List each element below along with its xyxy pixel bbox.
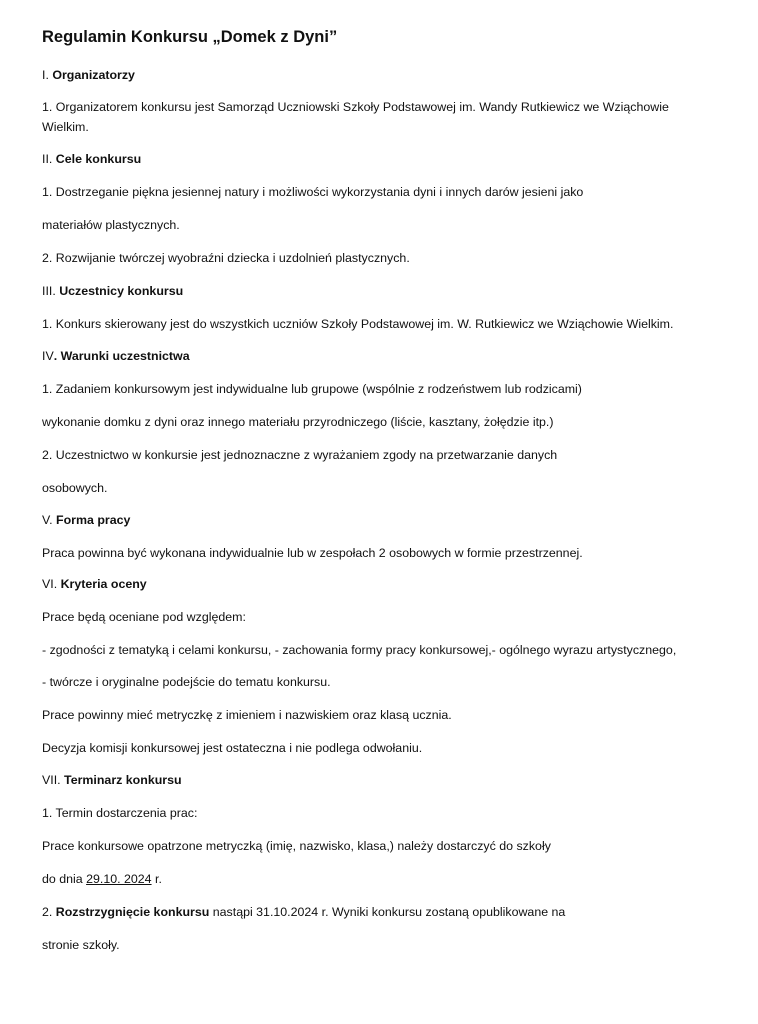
paragraph-line: Prace powinny mieć metryczkę z imieniem i nazwiskiem oraz klasą ucznia. [42, 708, 452, 722]
paragraph-line [42, 869, 162, 889]
paragraph-line: Prace będą oceniane pod względem: [42, 610, 246, 624]
paragraph-line: 1. Organizatorem konkursu jest Samorząd Uczniowski Szkoły Podstawowej im. Wandy Rutkiewicz we Wziąchowie [42, 100, 669, 114]
paragraph-line: materiałów plastycznych. [42, 218, 180, 232]
section-heading [42, 770, 182, 790]
section-title: . Warunki uczestnictwa [53, 349, 190, 363]
section-number: IV [42, 349, 54, 363]
bold-phrase: Rozstrzygnięcie konkursu [55, 905, 210, 919]
paragraph-line [42, 902, 565, 922]
paragraph-line: wykonanie domku z dyni oraz innego materiału przyrodniczego (liście, kasztany, żołędzie itp.) [42, 415, 554, 429]
section-number: VI. [42, 577, 61, 591]
section-title: Forma pracy [56, 513, 131, 527]
paragraph-line: - zgodności z tematyką i celami konkursu, - zachowania formy pracy konkursowej,- ogólnego wyrazu artystycznego, [42, 643, 677, 657]
paragraph-line: 1. Termin dostarczenia prac: [42, 806, 198, 820]
paragraph-line: Praca powinna być wykonana indywidualnie lub w zespołach 2 osobowych w formie przestrzennej. [42, 546, 583, 560]
section-title: Cele konkursu [55, 152, 142, 166]
section-heading [42, 65, 135, 85]
section-heading [42, 510, 130, 530]
text-span: do dnia [42, 872, 87, 886]
paragraph-line: osobowych. [42, 481, 108, 495]
paragraph-line: Decyzja komisji konkursowej jest ostateczna i nie podlega odwołaniu. [42, 741, 423, 755]
paragraph-line: 1. Dostrzeganie piękna jesiennej natury i możliwości wykorzystania dyni i innych darów jesieni jako [42, 185, 584, 199]
section-number: III. [42, 284, 60, 298]
text-span: 2. [42, 905, 56, 919]
document-title: Regulamin Konkursu „Domek z Dyni” [42, 28, 338, 46]
section-heading [42, 149, 141, 169]
section-title: Uczestnicy konkursu [59, 284, 184, 298]
section-heading [42, 574, 147, 594]
paragraph-line: - twórcze i oryginalne podejście do tematu konkursu. [42, 675, 331, 689]
section-heading [42, 281, 183, 301]
paragraph-line: 1. Zadaniem konkursowym jest indywidualne lub grupowe (wspólnie z rodzeństwem lub rodzicami) [42, 382, 582, 396]
section-title: Terminarz konkursu [64, 773, 182, 787]
paragraph-line: stronie szkoły. [42, 938, 120, 952]
paragraph-line: 1. Konkurs skierowany jest do wszystkich uczniów Szkoły Podstawowej im. W. Rutkiewicz we Wziąchowie Wielkim. [42, 317, 674, 331]
deadline-date: 29.10. 2024 [86, 872, 152, 886]
paragraph-line: 2. Uczestnictwo w konkursie jest jednoznaczne z wyrażaniem zgody na przetwarzanie danych [42, 448, 558, 462]
section-number: II. [42, 152, 56, 166]
paragraph-line: Wielkim. [42, 120, 89, 134]
section-title: Kryteria oceny [60, 577, 147, 591]
section-number: V. [42, 513, 57, 527]
section-heading [42, 346, 190, 366]
section-number: I. [42, 68, 53, 82]
section-number: VII. [42, 773, 65, 787]
text-span: r. [151, 872, 162, 886]
text-span: nastąpi 31.10.2024 r. Wyniki konkursu zostaną opublikowane na [209, 905, 566, 919]
paragraph-line: Prace konkursowe opatrzone metryczką (imię, nazwisko, klasa,) należy dostarczyć do szkoły [42, 839, 551, 853]
section-title: Organizatorzy [52, 68, 135, 82]
paragraph-line: 2. Rozwijanie twórczej wyobraźni dziecka i uzdolnień plastycznych. [42, 251, 410, 265]
